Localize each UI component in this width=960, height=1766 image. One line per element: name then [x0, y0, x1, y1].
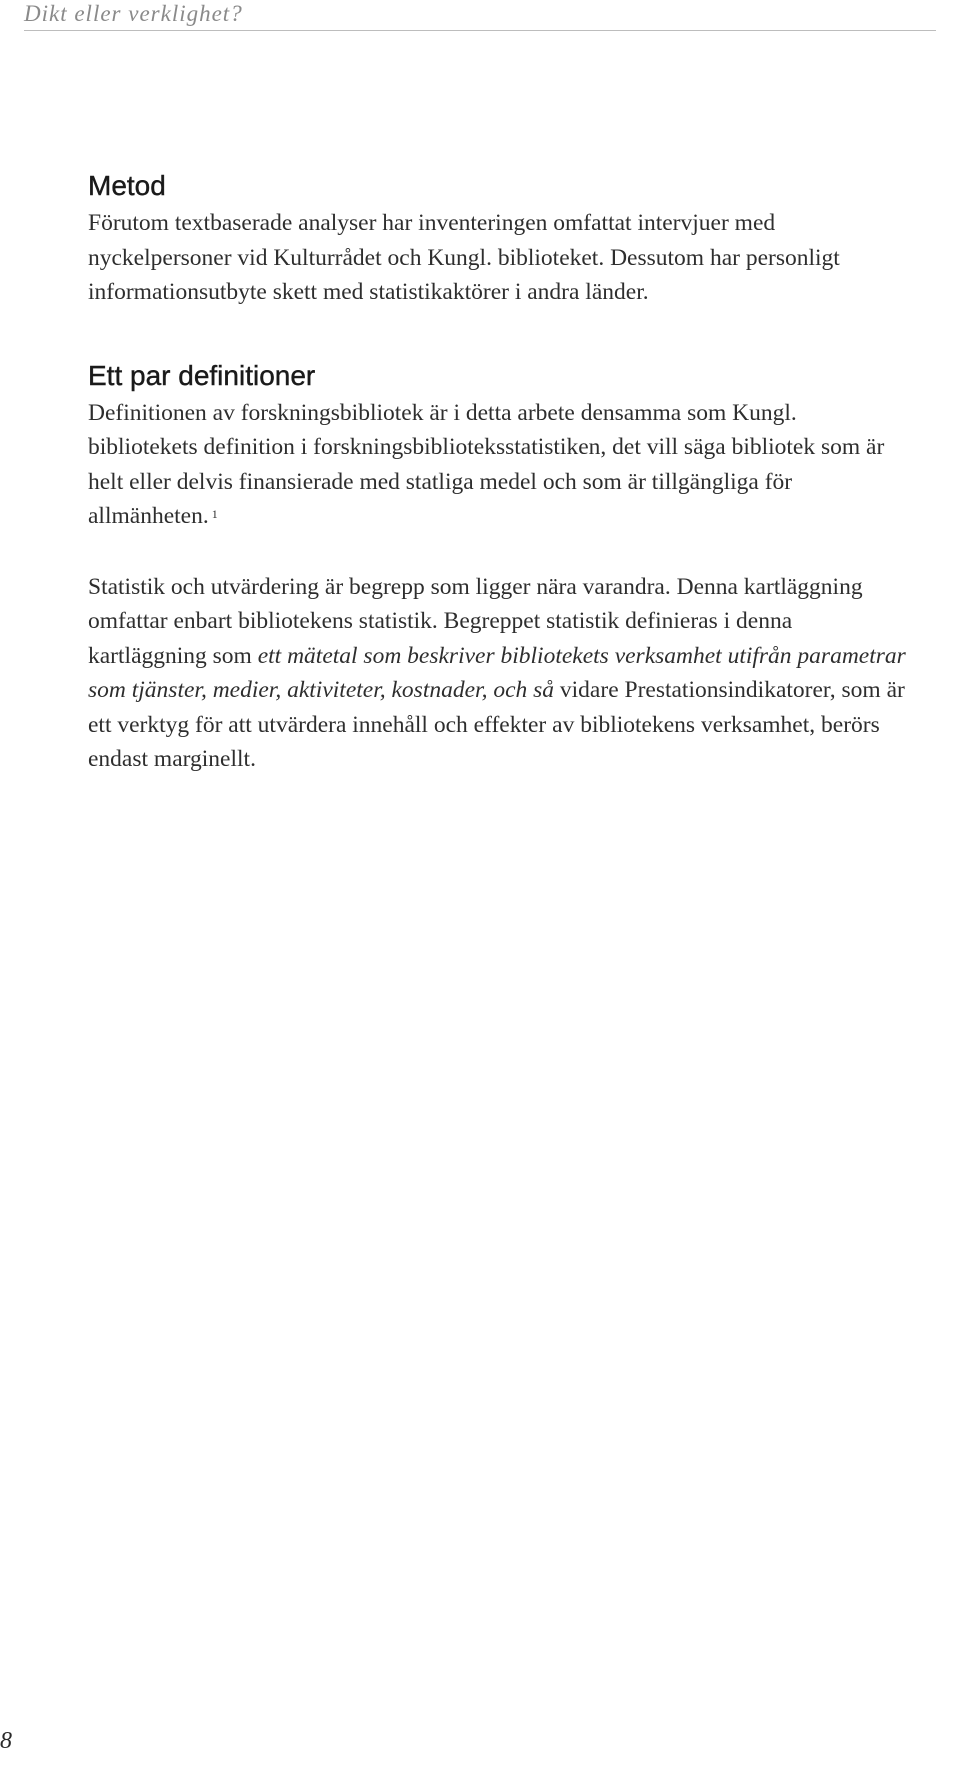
paragraph-metod: Förutom textbaserade analyser har inventeringen omfattat intervjuer med nyckelpersoner vid Kulturrådet och Kungl. biblioteket. Dessutom har personligt informationsutbyte skett med statistikaktörer i andra länder. [88, 210, 840, 305]
statistik-text-end: vidare Prestationsindikatorer, som är ett verktyg för att utvärdera innehåll och effekter av bibliotekens verksamhet, berörs endast marginellt. [88, 677, 905, 772]
heading-definitioner: Ett par definitioner [88, 359, 316, 391]
running-title: Dikt eller verklighet? [24, 1, 243, 26]
running-header [24, 0, 936, 31]
paragraph-statistik [88, 570, 908, 777]
footnote-reference[interactable]: 1 [211, 507, 218, 521]
section-metod [88, 170, 908, 310]
paragraph-definition [88, 396, 908, 534]
page-content [88, 170, 908, 777]
section-definitioner [88, 360, 908, 777]
page-number: 8 [0, 1728, 12, 1754]
definition-text: Definitionen av forskningsbibliotek är i detta arbete densamma som Kungl. bibliotekets definition i forskningsbiblioteksstatistiken, det vill säga bibliotek som är helt eller delvis finansierade med statliga medel och som är tillgängliga för allmänheten. [88, 399, 885, 529]
heading-metod: Metod [88, 170, 166, 201]
statistik-definition-italic: ett mätetal som beskriver bibliotekets verksamhet utifrån parametrar som tjänster, medier, aktiviteter, kostnader, och så [88, 642, 906, 703]
statistik-text-start: Statistik och utvärdering är begrepp som ligger nära varandra. Denna kartläggning omfattar enbart bibliotekens statistik. Begreppet statistik definieras i denna kartläggning som [88, 573, 863, 669]
